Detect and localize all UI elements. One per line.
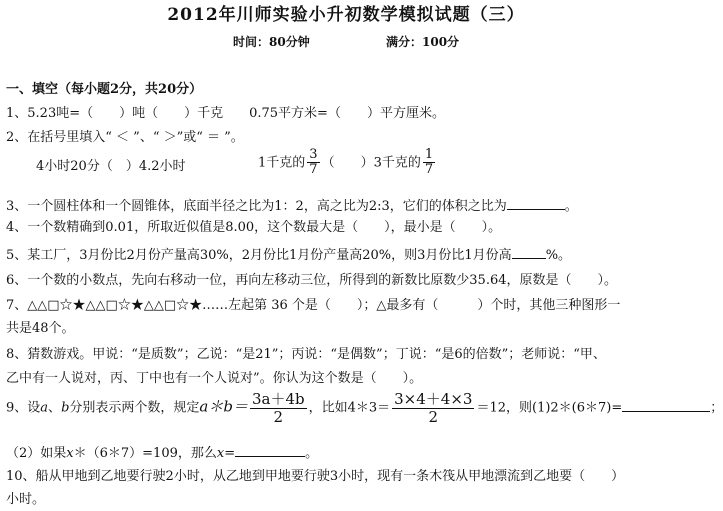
section-heading: 一、填空（每小题2分，共20分） <box>6 82 203 97</box>
question-7: 7、△△□☆★△△□☆★△△□☆★……左起第 36 个是（ ）；△最多有（ ）个时，其他三种图形一 <box>6 298 621 313</box>
q9-end: ； <box>710 400 723 416</box>
question-1: 1、5.23吨=（ ）吨（ ）千克 0.75平方米=（ ）平方厘米。 <box>6 106 445 121</box>
question-6: 6、一个数的小数点，先向右移动一位，再向左移动三位，所得到的新数比原数少35.64，原数是（ ）。 <box>6 273 617 288</box>
fraction-numerator: 3 <box>309 147 318 162</box>
fraction-3-7 <box>307 148 319 178</box>
answer-blank[interactable] <box>235 444 305 457</box>
question-9 <box>6 391 723 425</box>
question-5 <box>6 246 571 262</box>
q9-example-result: ＝12，则(1)2＊(6＊7)= <box>476 400 623 416</box>
q9-middle: 分别表示两个数，规定 <box>69 400 200 416</box>
answer-blank[interactable] <box>512 246 546 259</box>
question-10-cont: 小时。 <box>6 492 46 507</box>
question-5-text: 5、某工厂，3月份比2月份产量高30%，2月份比1月份产量高20%，则3月份比1月份高 <box>6 248 512 263</box>
question-3 <box>6 197 578 213</box>
q9-example: ，比如4＊3＝ <box>308 400 391 416</box>
question-3-end: 。 <box>564 199 578 214</box>
fraction-denominator: 7 <box>309 162 318 178</box>
operation-definition-lhs: a＊b＝ <box>199 397 248 416</box>
q9b-equals: = <box>224 446 236 461</box>
question-2: 2、在括号里填入“ ＜ ”、“ ＞”或“ ＝ ”。 <box>6 130 244 145</box>
answer-blank[interactable] <box>507 197 565 210</box>
fraction-numerator: 1 <box>424 147 434 162</box>
fraction-denominator: 2 <box>273 407 284 426</box>
fraction-numerator: 3a＋4b <box>251 390 305 408</box>
question-2-part-a: 4小时20分（ ）4.2小时 <box>36 159 186 174</box>
page-title: 2012年川师实验小升初数学模拟试题（三） <box>167 5 525 25</box>
fraction-1-7 <box>423 148 435 178</box>
question-2-part-b <box>258 148 437 178</box>
variable-x: x <box>66 446 74 461</box>
variable-a: a <box>40 400 49 416</box>
question-4: 4、一个数精确到0.01，所取近似值是8.00，这个数最大是（ ），最小是（ ）。 <box>6 220 502 235</box>
question-9-part-2 <box>6 444 318 460</box>
q2b-middle: （ ）3千克的 <box>321 155 421 171</box>
q9b-middle: ＊（6＊7）=109，那么 <box>73 446 217 461</box>
question-5-end: %。 <box>545 248 572 263</box>
variable-b: b <box>61 400 70 416</box>
question-8: 8、猜数游戏。甲说：“是质数”；乙说：“是21”；丙说：“是偶数”；丁说：“是6的倍数”；老师说：“甲、 <box>6 347 606 362</box>
q9-separator: 、 <box>48 400 62 416</box>
q9b-prefix: （2）如果 <box>6 446 67 461</box>
question-8-cont: 乙中有一人说对，丙、丁中也有一个人说对”。你认为这个数是（ ）。 <box>6 371 423 386</box>
fraction-denominator: 2 <box>428 407 439 426</box>
definition-fraction <box>250 391 307 425</box>
q2b-prefix: 1千克的 <box>258 155 306 171</box>
example-fraction <box>392 391 474 425</box>
q9b-end: 。 <box>305 446 319 461</box>
question-7-cont: 共是48个。 <box>6 321 75 336</box>
variable-x: x <box>216 446 225 461</box>
q9-prefix: 9、设 <box>6 400 41 416</box>
exam-score: 满分：100分 <box>386 35 460 49</box>
fraction-denominator: 7 <box>424 162 434 178</box>
question-3-text: 3、一个圆柱体和一个圆锥体，底面半径之比为1：2，高之比为2:3，它们的体积之比为 <box>6 199 507 214</box>
answer-blank[interactable] <box>622 399 710 412</box>
exam-time: 时间：80分钟 <box>233 35 310 49</box>
fraction-numerator: 3×4＋4×3 <box>394 390 473 408</box>
question-10: 10、船从甲地到乙地要行驶2小时，从乙地到甲地要行驶3小时，现有一条木筏从甲地漂流到乙地要（ ） <box>6 469 625 484</box>
